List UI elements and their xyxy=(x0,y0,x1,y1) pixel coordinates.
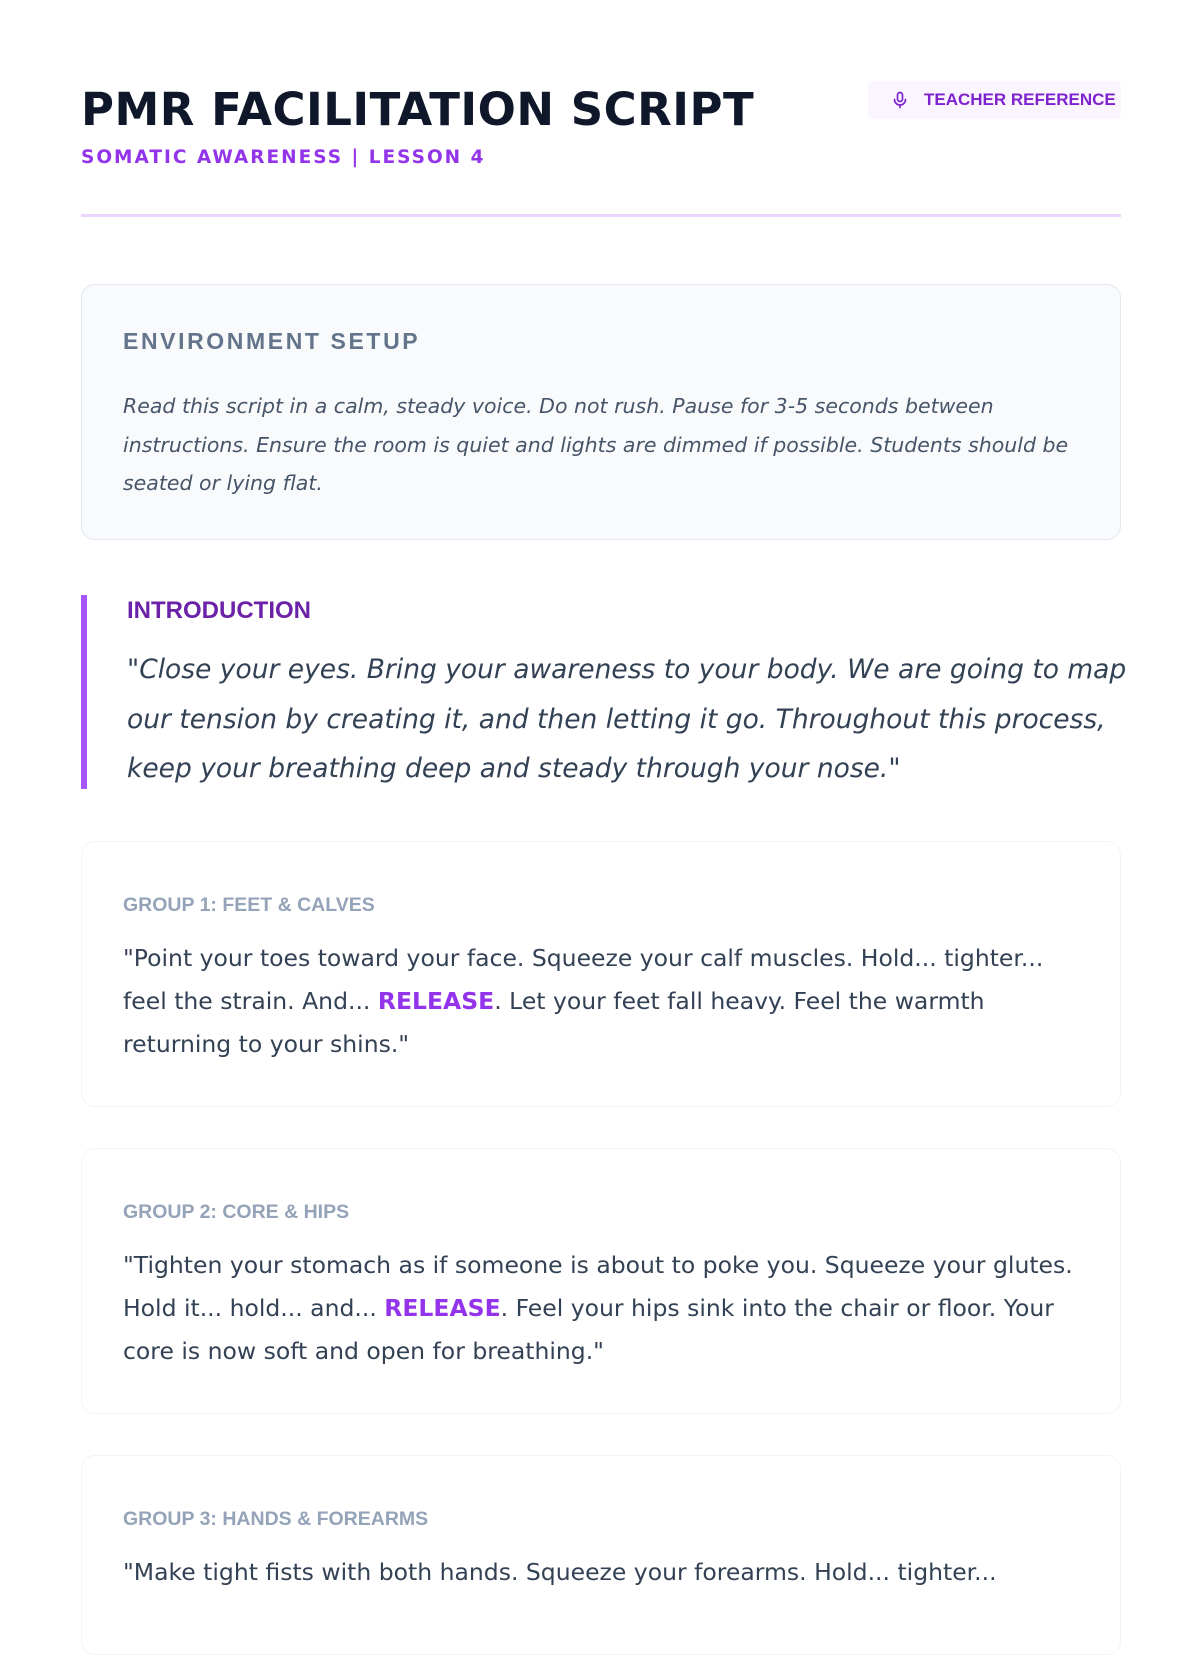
script-text: "Point your toes toward your face. Squeeze your calf muscles. Hold... tighter... feel the strain. And... xyxy=(123,944,1044,1015)
setup-instructions: Read this script in a calm, steady voice. Do not rush. Pause for 3-5 seconds between instructions. Ensure the room is quiet and lights are dimmed if possible. Students should be seated or lying flat. xyxy=(123,394,1069,495)
group-card xyxy=(81,1455,1121,1655)
group-script xyxy=(123,1244,1083,1373)
group-card xyxy=(81,841,1121,1107)
script-text: . Let your feet fall heavy. Feel the warmth returning to your shins." xyxy=(123,987,985,1058)
group-title: GROUP 1: FEET & CALVES xyxy=(123,894,375,916)
teacher-reference-badge xyxy=(868,81,1121,119)
environment-setup-card xyxy=(81,284,1121,540)
intro-quote: "Close your eyes. Bring your awareness to your body. We are going to map our tension by creating it, and then letting it go. Throughout this process, keep your breathing deep and steady through your nose." xyxy=(127,654,1127,784)
page-header xyxy=(81,0,1121,217)
script-text: . Feel your hips sink into the chair or floor. Your core is now soft and open for breathing." xyxy=(123,1294,1054,1365)
intro-accent-bar xyxy=(81,595,87,789)
group-title: GROUP 3: HANDS & FOREARMS xyxy=(123,1508,429,1530)
release-cue: RELEASE xyxy=(377,987,495,1015)
script-text: "Make tight fists with both hands. Squeeze your forearms. Hold... tighter... xyxy=(123,1558,997,1586)
intro-title: INTRODUCTION xyxy=(127,597,311,624)
group-script xyxy=(123,1551,1083,1594)
page-title: PMR FACILITATION SCRIPT xyxy=(81,83,755,136)
group-script xyxy=(123,937,1083,1066)
setup-title: ENVIRONMENT SETUP xyxy=(123,328,421,354)
group-title: GROUP 2: CORE & HIPS xyxy=(123,1201,350,1223)
introduction-section xyxy=(81,595,1127,789)
script-text: "Tighten your stomach as if someone is about to poke you. Squeeze your glutes. Hold it... hold... and... xyxy=(123,1251,1073,1322)
release-cue: RELEASE xyxy=(384,1294,501,1322)
page-subtitle: SOMATIC AWARENESS | LESSON 4 xyxy=(81,147,486,168)
microphone-icon xyxy=(890,90,910,110)
group-card xyxy=(81,1148,1121,1414)
script-page xyxy=(81,0,1127,1586)
badge-label: TEACHER REFERENCE xyxy=(924,90,1116,109)
